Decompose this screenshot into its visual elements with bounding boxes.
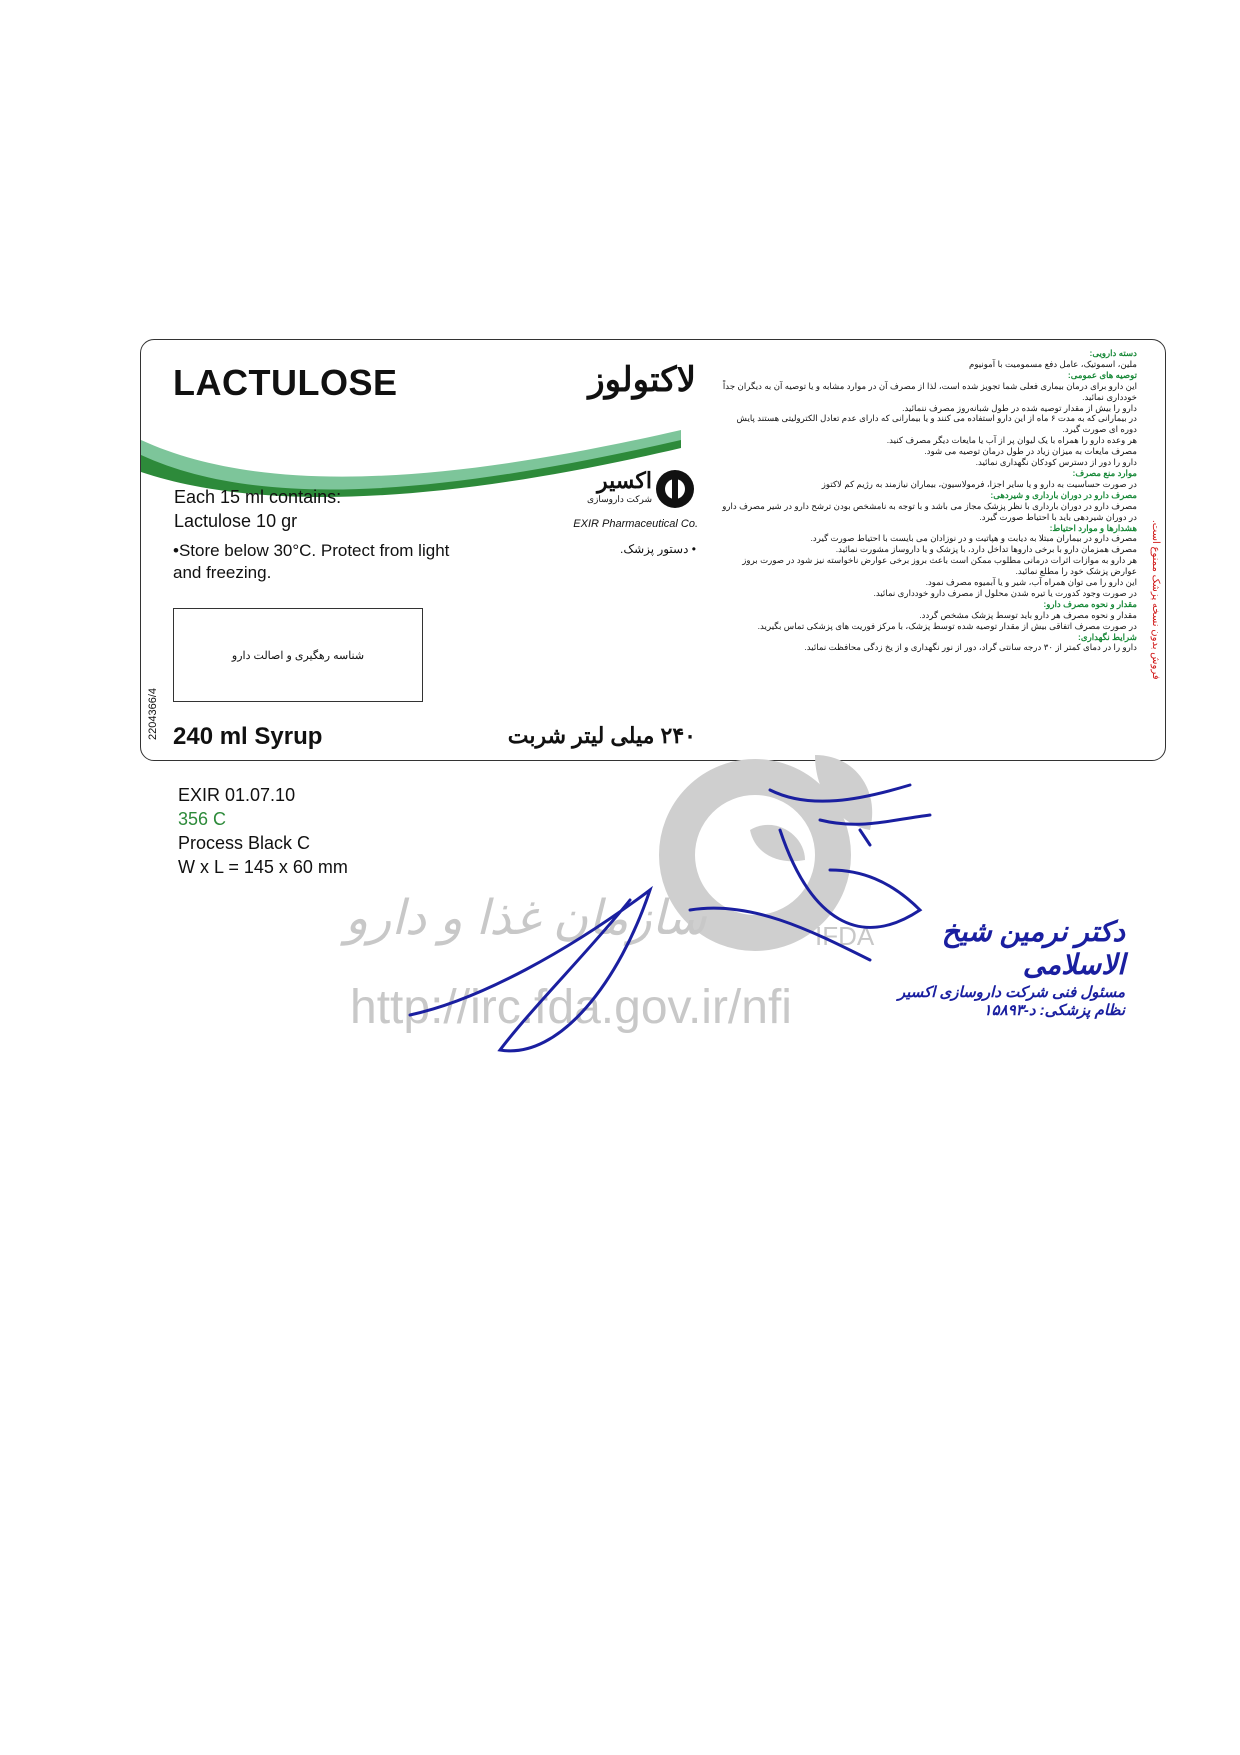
leaflet-paragraph: این دارو را می توان همراه آب، شیر و یا آبمیوه مصرف نمود. (925, 577, 1137, 588)
leaflet-paragraph: مقدار و نحوه مصرف هر دارو باید توسط پزشک مشخص گردد. (919, 609, 1137, 620)
stamp-title: مسئول فنی شرکت داروسازی اکسیر (897, 984, 1125, 1001)
watermark-url: http://irc.fda.gov.ir/nfi (350, 981, 792, 1034)
storage-instructions: •Store below 30°C. Protect from light and freezing. (173, 541, 450, 582)
leaflet-paragraph: هر دارو به موازات اثرات درمانی مطلوب ممکن است باعث بروز برخی عوارض ناخواسته نیز شود در صورت بروز عوارض پزشک خود را مطلع نمائید. (742, 555, 1137, 577)
spec-dimensions: W x L = 145 x 60 mm (178, 857, 348, 877)
composition (174, 485, 341, 533)
side-warning-text: فروش بدون نسخه پزشک ممنوع است. (1150, 520, 1161, 680)
leaflet-text-fa (721, 348, 1137, 653)
company-name-fa: اکسیر (597, 468, 652, 493)
composition-line-1: Each 15 ml contains: (174, 487, 342, 507)
leaflet-paragraph: مصرف مایعات به میزان زیاد در طول درمان توصیه می شود. (924, 446, 1137, 457)
official-stamp (880, 915, 1125, 1019)
product-name-en: LACTULOSE (173, 362, 398, 403)
leaflet-heading: هشدارها و موارد احتیاط: (1049, 522, 1137, 533)
stamp-name: دکتر نرمین شیخ الاسلامی (941, 916, 1125, 980)
volume-fa: ۲۴۰ میلی لیتر شربت (507, 723, 696, 748)
leaflet-paragraph: دارو را بیش از مقدار توصیه شده در طول شبانه‌روز مصرف ننمائید. (902, 402, 1137, 413)
leaflet-paragraph: مصرف دارو در دوران بارداری با نظر پزشک مجاز می باشد و با توجه به نامشخص بودن ترشح دارو در شیر مصرف دارو در دوران شیردهی باید با احتیاط صورت گیرد. (722, 500, 1137, 522)
leaflet-heading: توصیه های عمومی: (1067, 369, 1137, 380)
spec-version: EXIR 01.07.10 (178, 785, 296, 805)
prescription-note-fa: • دستور پزشک. (620, 542, 696, 556)
leaflet-heading: شرایط نگهداری: (1077, 631, 1137, 642)
leaflet-paragraph: مصرف همزمان دارو با برخی داروها تداخل دارد، با پزشک و یا داروساز مشورت نمائید. (835, 544, 1137, 555)
spec-pantone: 356 C (178, 809, 227, 829)
leaflet-paragraph: مصرف دارو در بیماران مبتلا به دیابت و هپاتیت و در نوزادان می بایست با احتیاط صورت گیرد. (810, 533, 1137, 544)
label-code-vertical: 2204366/4 (147, 688, 159, 740)
leaflet-paragraph: دارو را دور از دسترس کودکان نگهداری نمائید. (975, 457, 1137, 468)
leaflet-paragraph: در بیمارانی که به مدت ۶ ماه از این دارو استفاده می کنند و یا بیمارانی که دارای عدم تعادل الکترولیتی هستند پایش دوره ای صورت گیرد. (736, 413, 1137, 435)
leaflet-heading: مقدار و نحوه مصرف دارو: (1043, 598, 1137, 609)
volume-en: 240 ml Syrup (173, 723, 323, 750)
watermark-org-fa: سازمان غذا و دارو (345, 892, 707, 945)
side-warning-fa (1141, 370, 1161, 680)
composition-line-2: Lactulose 10 gr (174, 511, 298, 531)
leaflet-paragraph: در صورت مصرف اتفاقی بیش از مقدار توصیه شده توسط پزشک، با مرکز فوریت های پزشکی تماس بگیرید. (757, 620, 1137, 631)
authenticity-box (173, 608, 423, 702)
exir-logo (508, 468, 698, 538)
leaflet-heading: موارد منع مصرف: (1072, 467, 1137, 478)
company-name-en: EXIR Pharmaceutical Co. (573, 518, 698, 530)
leaflet-paragraph: در صورت وجود کدورت یا تیره شدن محلول از مصرف دارو خودداری نمائید. (873, 587, 1137, 598)
leaflet-heading: مصرف دارو در دوران بارداری و شیردهی: (990, 489, 1137, 500)
leaflet-paragraph: دارو را در دمای کمتر از ۳۰ درجه سانتی گراد، دور از نور نگهداری و از یخ زدگی محافظت نمائید. (804, 642, 1137, 653)
authenticity-label-fa: شناسه رهگیری و اصالت دارو (231, 649, 365, 662)
print-specs (178, 783, 348, 879)
leaflet-heading: دسته دارویی: (1089, 348, 1137, 358)
ifda-watermark-text: IFDA (815, 921, 875, 951)
leaflet-paragraph: ملین، اسموتیک، عامل دفع مسمومیت با آمونیوم (969, 358, 1137, 369)
product-name-fa: لاکتولوز (588, 361, 696, 399)
spec-black: Process Black C (178, 833, 311, 853)
stamp-license: نظام پزشکی: د-۱۵۸۹۳ (983, 1002, 1125, 1019)
exir-logo-icon (656, 470, 694, 508)
leaflet-paragraph: در صورت حساسیت به دارو و یا سایر اجزا، فرمولاسیون، بیماران نیازمند به رژیم کم لاکتوز (821, 478, 1137, 489)
product-label (140, 339, 1166, 761)
leaflet-paragraph: هر وعده دارو را همراه با یک لیوان پر از آب یا مایعات دیگر مصرف کنید. (886, 435, 1137, 446)
company-subtitle-fa: شرکت داروسازی (586, 494, 652, 504)
leaflet-paragraph: این دارو برای درمان بیماری فعلی شما تجویز شده است، لذا از مصرف آن در موارد مشابه و یا توصیه آن به دیگران جداً خودداری نمائید. (722, 380, 1137, 402)
